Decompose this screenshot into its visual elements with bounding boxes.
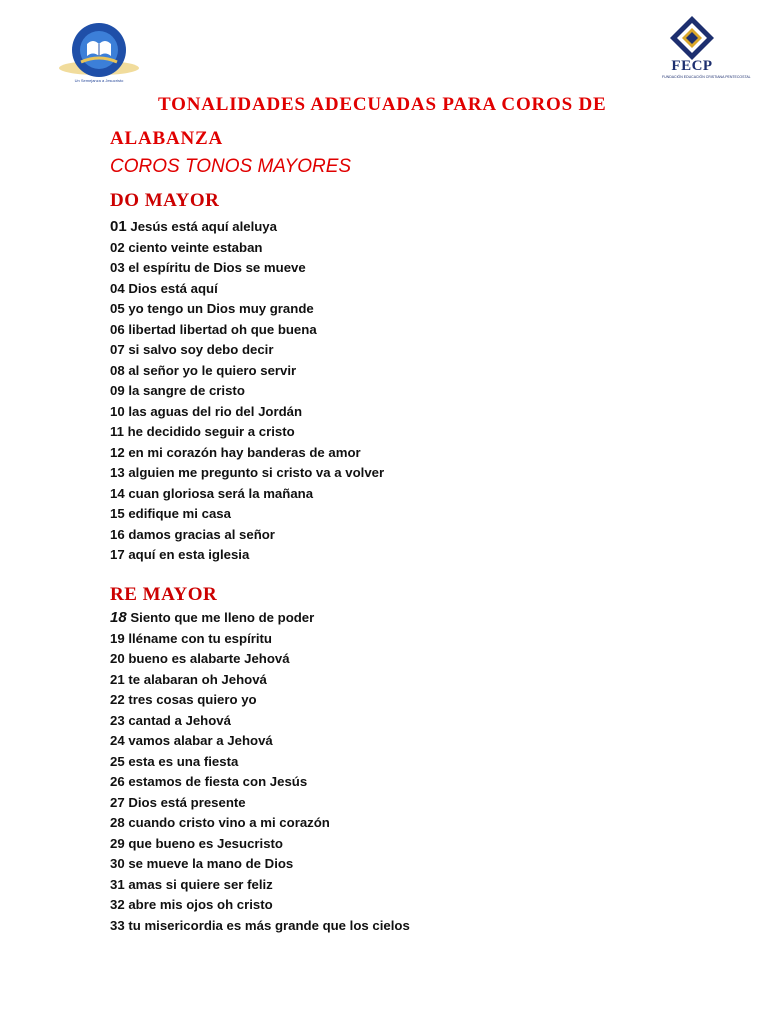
key-heading-re-mayor: RE MAYOR	[110, 584, 218, 605]
song-title: he decidido seguir a cristo	[127, 424, 295, 439]
globe-seal-icon	[56, 22, 142, 86]
song-number: 09	[110, 383, 125, 398]
song-title: edifique mi casa	[128, 506, 231, 521]
song-title: Dios está aquí	[128, 280, 218, 296]
song-item	[110, 238, 384, 259]
song-number: 25	[110, 753, 125, 769]
song-item	[110, 484, 384, 505]
song-item	[110, 834, 410, 855]
song-title: Siento que me lleno de poder	[130, 610, 315, 625]
song-item	[110, 361, 384, 382]
song-title: vamos alabar a Jehová	[128, 733, 273, 748]
song-number: 23	[110, 712, 125, 728]
song-number: 26	[110, 774, 125, 789]
song-title: al señor yo le quiero servir	[128, 362, 297, 378]
song-title: en mi corazón hay banderas de amor	[128, 444, 361, 460]
fecp-logo	[656, 14, 751, 84]
song-number: 10	[110, 403, 125, 419]
song-title: Dios está presente	[128, 794, 246, 810]
song-item	[110, 670, 410, 691]
fecp-name: FECP	[671, 58, 713, 74]
song-title: amas si quiere ser feliz	[128, 876, 273, 892]
song-item	[110, 608, 410, 629]
song-number: 30	[110, 856, 125, 871]
song-number: 01	[110, 218, 127, 235]
title-line-2: ALABANZA	[110, 128, 224, 149]
song-number: 31	[110, 876, 125, 892]
song-number: 22	[110, 692, 125, 707]
song-item	[110, 772, 410, 793]
song-item	[110, 422, 384, 443]
song-title: yo tengo un Dios muy grande	[128, 301, 314, 316]
song-title: lléname con tu espíritu	[128, 630, 272, 646]
song-item	[110, 752, 410, 773]
song-number: 02	[110, 239, 125, 255]
song-number: 08	[110, 362, 125, 378]
song-item	[110, 320, 384, 341]
song-title: damos gracias al señor	[128, 526, 275, 542]
song-item	[110, 711, 410, 732]
song-title: alguien me pregunto si cristo va a volver	[128, 465, 385, 480]
song-item	[110, 854, 410, 875]
song-title: si salvo soy debo decir	[128, 342, 274, 357]
song-number: 27	[110, 794, 125, 810]
song-item	[110, 545, 384, 566]
fecp-caption: FUNDACIÓN EDUCACIÓN CRISTIANA PENTECOSTAL	[662, 75, 751, 79]
song-item	[110, 463, 384, 484]
song-title: estamos de fiesta con Jesús	[128, 774, 308, 789]
song-item	[110, 690, 410, 711]
song-item	[110, 813, 410, 834]
song-number: 13	[110, 465, 125, 480]
song-title: se mueve la mano de Dios	[128, 856, 294, 871]
song-number: 20	[110, 651, 125, 666]
song-item	[110, 258, 384, 279]
song-title: esta es una fiesta	[128, 753, 239, 769]
song-title: la sangre de cristo	[128, 383, 245, 398]
diamond-emblem-icon	[656, 14, 728, 60]
song-item	[110, 895, 410, 916]
song-item	[110, 340, 384, 361]
song-item	[110, 525, 384, 546]
church-logo	[56, 22, 142, 86]
key-heading-do-mayor: DO MAYOR	[110, 190, 220, 211]
document-title	[110, 88, 630, 156]
song-item	[110, 731, 410, 752]
song-title: cuan gloriosa será la mañana	[128, 485, 314, 501]
song-number: 16	[110, 526, 125, 542]
song-title: te alabaran oh Jehová	[128, 671, 267, 687]
song-item	[110, 279, 384, 300]
song-number: 21	[110, 671, 125, 687]
song-title: Jesús está aquí aleluya	[130, 219, 277, 234]
song-title: tu misericordia es más grande que los cielos	[128, 917, 410, 933]
song-title: cantad a Jehová	[128, 712, 231, 728]
song-title: ciento veinte estaban	[128, 239, 263, 255]
song-number: 28	[110, 815, 125, 830]
song-title: el espíritu de Dios se mueve	[128, 260, 306, 275]
song-item	[110, 217, 384, 238]
song-number: 18	[110, 609, 127, 626]
song-item	[110, 299, 384, 320]
song-number: 19	[110, 630, 125, 646]
song-list-do-mayor	[110, 217, 384, 566]
song-title: aquí en esta iglesia	[128, 547, 250, 562]
song-number: 12	[110, 444, 125, 460]
song-item	[110, 402, 384, 423]
song-number: 05	[110, 301, 125, 316]
song-title: abre mis ojos oh cristo	[128, 897, 273, 912]
section-heading: COROS TONOS MAYORES	[110, 156, 352, 177]
song-number: 11	[110, 424, 124, 439]
song-item	[110, 916, 410, 937]
song-title: las aguas del rio del Jordán	[128, 403, 303, 419]
song-item	[110, 875, 410, 896]
song-number: 17	[110, 547, 125, 562]
song-number: 33	[110, 917, 125, 933]
song-title: tres cosas quiero yo	[128, 692, 257, 707]
song-number: 04	[110, 280, 125, 296]
song-title: bueno es alabarte Jehová	[128, 651, 290, 666]
song-number: 06	[110, 321, 125, 337]
logo-caption: Un Semejanza a Jesucristo	[74, 78, 124, 83]
song-title: cuando cristo vino a mi corazón	[128, 815, 330, 830]
song-item	[110, 504, 384, 525]
song-number: 24	[110, 733, 125, 748]
song-number: 32	[110, 897, 125, 912]
song-item	[110, 443, 384, 464]
song-item	[110, 793, 410, 814]
title-line-1: TONALIDADES ADECUADAS PARA COROS DE	[158, 94, 607, 115]
song-item	[110, 381, 384, 402]
song-number: 03	[110, 260, 125, 275]
song-number: 29	[110, 835, 125, 851]
song-list-re-mayor	[110, 608, 410, 936]
song-number: 14	[110, 485, 125, 501]
song-title: libertad libertad oh que buena	[128, 321, 317, 337]
song-item	[110, 629, 410, 650]
song-title: que bueno es Jesucristo	[128, 835, 283, 851]
song-item	[110, 649, 410, 670]
song-number: 07	[110, 342, 125, 357]
song-number: 15	[110, 506, 125, 521]
